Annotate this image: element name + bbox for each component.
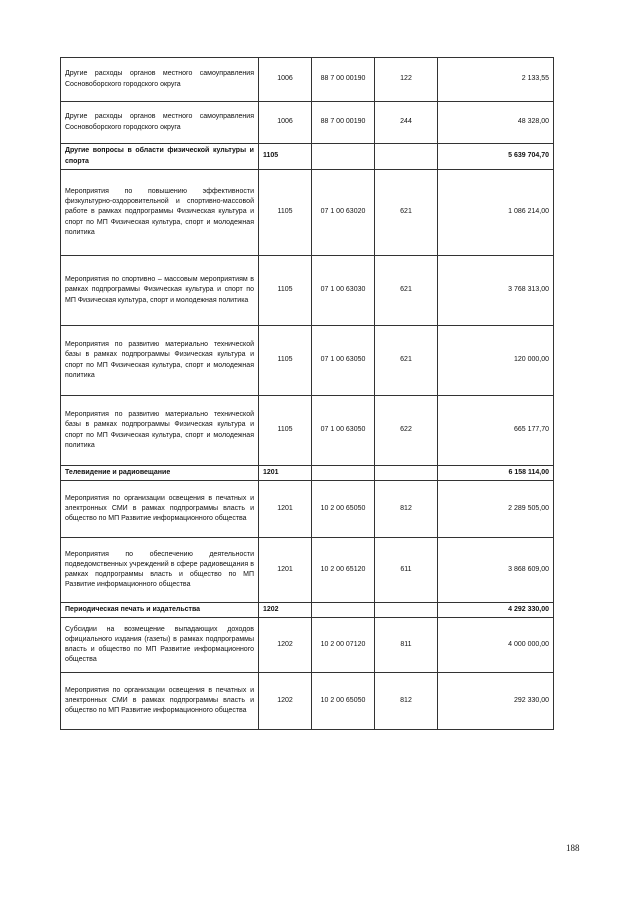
table-row <box>61 58 554 102</box>
row-expense-type: 621 <box>375 256 438 326</box>
table-row <box>61 396 554 466</box>
row-section: 1202 <box>259 603 312 618</box>
row-article: 88 7 00 00190 <box>312 58 375 102</box>
row-name: Мероприятия по обеспечению деятельности подведомственных учреждений в сфере радиовещания в рамках подпрограммы власть и общество по МП Развитие информационного общества <box>61 538 259 603</box>
row-section: 1202 <box>259 673 312 730</box>
row-expense-type: 811 <box>375 618 438 673</box>
row-amount: 292 330,00 <box>438 673 554 730</box>
row-expense-type: 122 <box>375 58 438 102</box>
row-article: 07 1 00 63030 <box>312 256 375 326</box>
row-section: 1105 <box>259 326 312 396</box>
row-article: 07 1 00 63020 <box>312 170 375 256</box>
row-section: 1201 <box>259 538 312 603</box>
row-section: 1202 <box>259 618 312 673</box>
row-name: Другие расходы органов местного самоуправления Сосновоборского городского округа <box>61 58 259 102</box>
budget-table <box>60 57 554 730</box>
table-row <box>61 673 554 730</box>
row-expense-type: 812 <box>375 481 438 538</box>
row-amount: 3 868 609,00 <box>438 538 554 603</box>
row-section: 1105 <box>259 144 312 170</box>
row-article: 07 1 00 63050 <box>312 396 375 466</box>
section-header-row <box>61 603 554 618</box>
table-row <box>61 481 554 538</box>
row-expense-type: 622 <box>375 396 438 466</box>
page-number: 188 <box>566 843 580 853</box>
row-amount: 1 086 214,00 <box>438 170 554 256</box>
row-expense-type: 611 <box>375 538 438 603</box>
row-name: Другие расходы органов местного самоуправления Сосновоборского городского округа <box>61 102 259 144</box>
row-section: 1201 <box>259 466 312 481</box>
row-amount: 3 768 313,00 <box>438 256 554 326</box>
row-expense-type: 621 <box>375 326 438 396</box>
row-name: Мероприятия по организации освещения в печатных и электронных СМИ в рамках подпрограммы власть и общество по МП Развитие информационного общества <box>61 481 259 538</box>
row-amount: 2 289 505,00 <box>438 481 554 538</box>
row-name: Мероприятия по развитию материально технической базы в рамках подпрограммы Физическая культура и спорт по МП Физическая культура, спорт и молодежная политика <box>61 396 259 466</box>
row-article: 07 1 00 63050 <box>312 326 375 396</box>
row-article: 10 2 00 65050 <box>312 673 375 730</box>
row-expense-type: 812 <box>375 673 438 730</box>
row-article: 10 2 00 07120 <box>312 618 375 673</box>
row-section: 1201 <box>259 481 312 538</box>
row-name: Мероприятия по организации освещения в печатных и электронных СМИ в рамках подпрограммы власть и общество по МП Развитие информационного общества <box>61 673 259 730</box>
row-name: Субсидии на возмещение выпадающих доходов официального издания (газеты) в рамках подпрограммы власть и общество по МП Развитие информационного общества <box>61 618 259 673</box>
row-section: 1006 <box>259 102 312 144</box>
table-row <box>61 102 554 144</box>
row-expense-type: 621 <box>375 170 438 256</box>
table-row <box>61 538 554 603</box>
row-section: 1006 <box>259 58 312 102</box>
row-article: 88 7 00 00190 <box>312 102 375 144</box>
row-name: Телевидение и радиовещание <box>61 466 259 481</box>
row-amount: 6 158 114,00 <box>438 466 554 481</box>
row-amount: 120 000,00 <box>438 326 554 396</box>
row-amount: 5 639 704,70 <box>438 144 554 170</box>
row-amount: 48 328,00 <box>438 102 554 144</box>
row-name: Периодическая печать и издательства <box>61 603 259 618</box>
row-article: 10 2 00 65050 <box>312 481 375 538</box>
table-row <box>61 170 554 256</box>
row-amount: 2 133,55 <box>438 58 554 102</box>
row-expense-type: 244 <box>375 102 438 144</box>
row-amount: 4 000 000,00 <box>438 618 554 673</box>
row-name: Мероприятия по развитию материально технической базы в рамках подпрограммы Физическая культура и спорт по МП Физическая культура, спорт и молодежная политика <box>61 326 259 396</box>
section-header-row <box>61 144 554 170</box>
row-article: 10 2 00 65120 <box>312 538 375 603</box>
table-row <box>61 326 554 396</box>
row-amount: 4 292 330,00 <box>438 603 554 618</box>
row-article <box>312 466 375 481</box>
row-expense-type <box>375 603 438 618</box>
row-expense-type <box>375 144 438 170</box>
row-name: Другие вопросы в области физической культуры и спорта <box>61 144 259 170</box>
section-header-row <box>61 466 554 481</box>
row-expense-type <box>375 466 438 481</box>
row-article <box>312 603 375 618</box>
row-section: 1105 <box>259 256 312 326</box>
row-section: 1105 <box>259 170 312 256</box>
row-section: 1105 <box>259 396 312 466</box>
row-name: Мероприятия по спортивно – массовым мероприятиям в рамках подпрограммы Физическая культура и спорт по МП Физическая культура, спорт и молодежная политика <box>61 256 259 326</box>
table-row <box>61 256 554 326</box>
table-row <box>61 618 554 673</box>
row-amount: 665 177,70 <box>438 396 554 466</box>
row-article <box>312 144 375 170</box>
row-name: Мероприятия по повышению эффективности физкультурно-оздоровительной и спортивно-массовой работе в рамках подпрограммы Физическая культура и спорт по МП Физическая культура, спорт и молодежная политика <box>61 170 259 256</box>
